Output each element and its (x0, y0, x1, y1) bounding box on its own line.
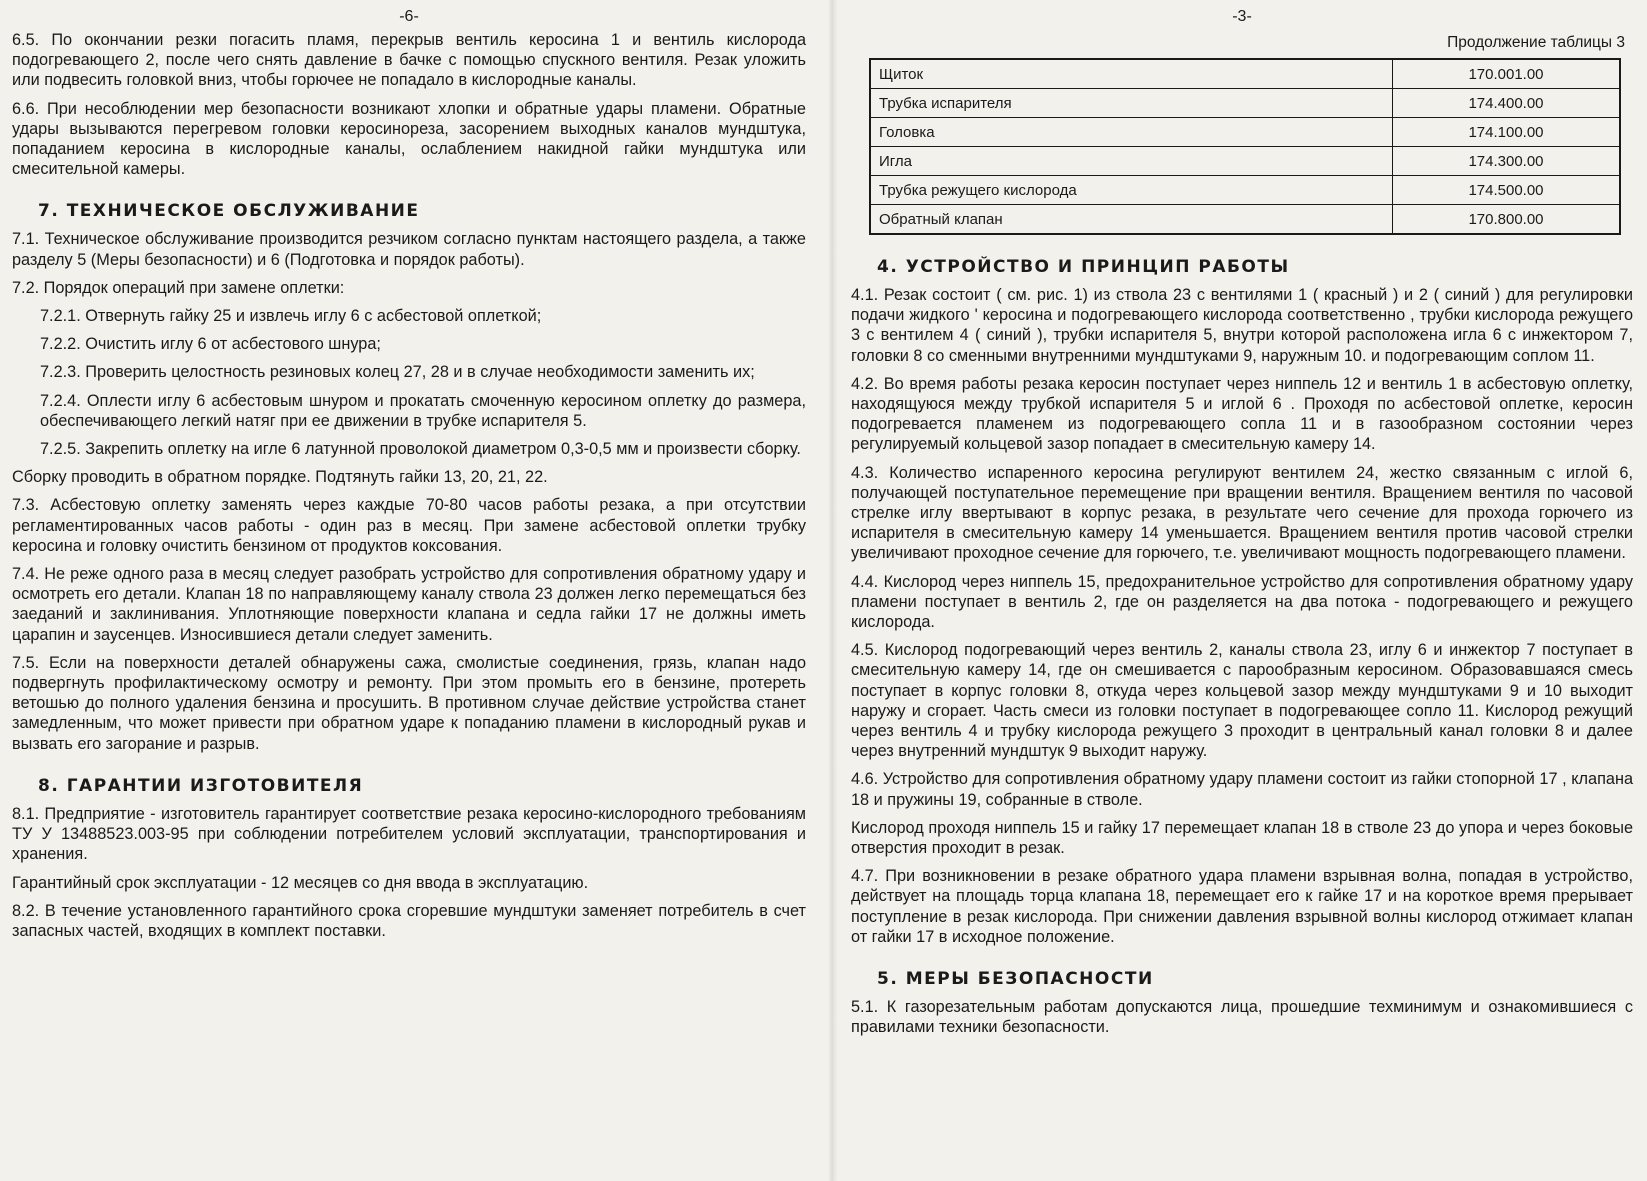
paragraph-assembly: Сборку проводить в обратном порядке. Подтянуть гайки 13, 20, 21, 22. (12, 468, 548, 487)
paragraph-4-4: 4.4. Кислород через ниппель 15, предохранительное устройство для сопротивления обратному удару пламени поступает в вентиль 2, где он разделяется на два потока - подогревающего и режущего кислорода. (851, 572, 1633, 632)
paragraph-7-2-3: 7.2.3. Проверить целостность резиновых колец 27, 28 и в случае необходимости заменить их; (40, 363, 755, 382)
paragraph-7-2-4: 7.2.4. Оплести иглу 6 асбестовым шнуром и прокатать смоченную керосином оплетку до размера, обеспечивающего легкий натяг при ее движении в трубке испарителя 5. (40, 391, 806, 430)
part-name: Головка (870, 118, 1393, 147)
table-row (870, 59, 1620, 89)
section-heading-4: 4. УСТРОЙСТВО И ПРИНЦИП РАБОТЫ (877, 257, 1290, 277)
paragraph-4-6-continued: Кислород проходя ниппель 15 и гайку 17 перемещает клапан 18 в стволе 23 до упора и через боковые отверстия проходит в резак. (851, 818, 1633, 858)
paragraph-4-6: 4.6. Устройство для сопротивления обратному удару пламени состоит из гайки стопорной 17 , клапана 18 и пружины 19, собранные в стволе. (851, 770, 1633, 809)
table-row (870, 176, 1620, 205)
table-caption: Продолжение таблицы 3 (1447, 34, 1625, 51)
part-name: Трубка испарителя (870, 89, 1393, 118)
section-heading-7: 7. ТЕХНИЧЕСКОЕ ОБСЛУЖИВАНИЕ (38, 201, 420, 222)
paragraph-8-2: 8.2. В течение установленного гарантийного срока сгоревшие мундштуки заменяет потребитель в счет запасных частей, входящих в комплект поставки. (12, 901, 806, 940)
parts-table (869, 58, 1621, 235)
section-heading-8: 8. ГАРАНТИИ ИЗГОТОВИТЕЛЯ (38, 775, 364, 796)
table-row (870, 89, 1620, 118)
paragraph-4-1: 4.1. Резак состоит ( см. рис. 1) из ствола 23 с вентилями 1 ( красный ) и 2 ( синий ) для регулировки подачи жидкого ' керосина и подогревающего кислорода соответственно , трубки кислорода режущего 3 с вентилем 4 ( синий ), трубки испарителя 5, внутри которой расположена игла 6 с инжектором 7, головки 8 со сменными внутренними мундштуками 9, наружным 10. и подогревающим соплом 11. (851, 286, 1633, 365)
paragraph-6-6: 6.6. При несоблюдении мер безопасности возникают хлопки и обратные удары пламени. Обратные удары вызываются перегревом головки керосинореза, засорением выходных каналов мундштука, попаданием керосина в кислородные каналы, ослаблением накидной гайки мундштука или смесительной камеры. (12, 99, 806, 179)
part-code: 174.500.00 (1393, 176, 1621, 205)
paragraph-4-3: 4.3. Количество испаренного керосина регулируют вентилем 24, жестко связанным с иглой 6, получающей поступательное перемещение при вращении вентиля. Вращением вентиля по часовой стрелке иглу ввертывают в корпус резака, в результате чего сечение для прохода горючего из испарителя в смесительную камеру 14 уменьшается. Вращением вентиля против часовой стрелки увеличивают проходное сечение для горючего, т.е. увеличивают мощность подогревающего пламени. (851, 463, 1633, 563)
paragraph-7-4: 7.4. Не реже одного раза в месяц следует разобрать устройство для сопротивления обратному удару и осмотреть его детали. Клапан 18 по направляющему каналу ствола 23 должен легко перемещаться без заеданий и заклинивания. Уплотняющие поверхности клапана и седла гайки 17 не должны иметь царапин и заусенцев. Износившиеся детали следует заменить. (12, 565, 806, 644)
part-name: Щиток (870, 59, 1393, 89)
paragraph-7-2-1: 7.2.1. Отвернуть гайку 25 и извлечь иглу 6 с асбестовой оплеткой; (40, 307, 542, 326)
paragraph-7-5: 7.5. Если на поверхности деталей обнаружены сажа, смолистые соединения, грязь, клапан надо подвергнуть профилактическому осмотру и ремонту. При этом промыть его в бензине, протереть ветошью до полного удаления бензина и просушить. В противном случае действие устройства станет замедленным, что может привести при обратном ударе к попаданию пламени в кислородный рукав и вызвать его загорание и разрыв. (12, 653, 806, 753)
part-code: 174.400.00 (1393, 89, 1621, 118)
section-heading-5: 5. МЕРЫ БЕЗОПАСНОСТИ (877, 969, 1154, 990)
paragraph-8-1: 8.1. Предприятие - изготовитель гарантирует соответствие резака керосино-кислородного требованиям ТУ У 13488523.003-95 при соблюдении потребителем условий эксплуатации, транспортирования и хранения. (12, 804, 806, 864)
paragraph-7-3: 7.3. Асбестовую оплетку заменять через каждые 70-80 часов работы резака, а при отсутствии регламентированных часов работы - один раз в месяц. При замене асбестовой оплетки трубку керосина и головку очистить бензином от продуктов коксования. (12, 496, 806, 555)
table-row (870, 118, 1620, 147)
right-page (837, 0, 1647, 1181)
page-number: -3- (1232, 8, 1252, 25)
paragraph-7-2-2: 7.2.2. Очистить иглу 6 от асбестового шнура; (40, 335, 381, 354)
paragraph-6-5: 6.5. По окончании резки погасить пламя, перекрыв вентиль керосина 1 и вентиль кислорода подогревающего 2, после чего снять давление в бачке с помощью спускного вентиля. Резак уложить или подвесить головкой вниз, чтобы горючее не попадало в кислородные каналы. (12, 31, 806, 90)
paragraph-4-7: 4.7. При возникновении в резаке обратного удара пламени взрывная волна, попадая в устройство, действует на площадь торца клапана 18, перемещает его к гайке 17 и на короткое время прерывает поступление в резак кислорода. При снижении давления взрывной волны кислород отжимает клапан от гайки 17 в исходное положение. (851, 867, 1633, 946)
paragraph-7-2-5: 7.2.5. Закрепить оплетку на игле 6 латунной проволокой диаметром 0,3-0,5 мм и произвести сборку. (40, 440, 801, 459)
part-name: Обратный клапан (870, 205, 1393, 235)
part-code: 170.001.00 (1393, 59, 1621, 89)
paragraph-4-2: 4.2. Во время работы резака керосин поступает через ниппель 12 и вентиль 1 в асбестовую оплетку, находящуюся между трубкой испарителя 5 и иглой 6 . Проходя по асбестовой оплетке, керосин подогревается пламенем из подогревающего сопла 11 и в газообразном состоянии через регулируемый кольцевой зазор попадает в смесительную камеру 14. (851, 374, 1633, 454)
table-row (870, 205, 1620, 235)
part-code: 170.800.00 (1393, 205, 1621, 235)
paragraph-warranty: Гарантийный срок эксплуатации - 12 месяцев со дня ввода в эксплуатацию. (12, 873, 589, 892)
part-name: Игла (870, 147, 1393, 176)
page-number: -6- (399, 8, 419, 25)
part-code: 174.100.00 (1393, 118, 1621, 147)
paragraph-7-1: 7.1. Техническое обслуживание производится резчиком согласно пунктам настоящего раздела, а также разделу 5 (Меры безопасности) и 6 (Подготовка и порядок работы). (12, 230, 806, 269)
part-code: 174.300.00 (1393, 147, 1621, 176)
paragraph-4-5: 4.5. Кислород подогревающий через вентиль 2, каналы ствола 23, иглу 6 и инжектор 7 поступает в смесительную камеру 14, где он смешивается с парообразным керосином. Образовавшаяся смесь поступает в корпус головки 8, откуда через кольцевой зазор между мундштуками 9 и 10 выходит наружу и сгорает. Часть смеси из головки поступает в подогревающее сопло 11. Кислород режущий через вентиль 4 и трубку кислорода режущего 3 проходит в центральный канал головки 8 и далее через внутренний мундштук 9 выходит наружу. (851, 641, 1633, 761)
table-row (870, 147, 1620, 176)
paragraph-7-2: 7.2. Порядок операций при замене оплетки: (12, 278, 345, 297)
part-name: Трубка режущего кислорода (870, 176, 1393, 205)
paragraph-5-1: 5.1. К газорезательным работам допускаются лица, прошедшие техминимум и ознакомившиеся с правилами техники безопасности. (851, 998, 1633, 1037)
